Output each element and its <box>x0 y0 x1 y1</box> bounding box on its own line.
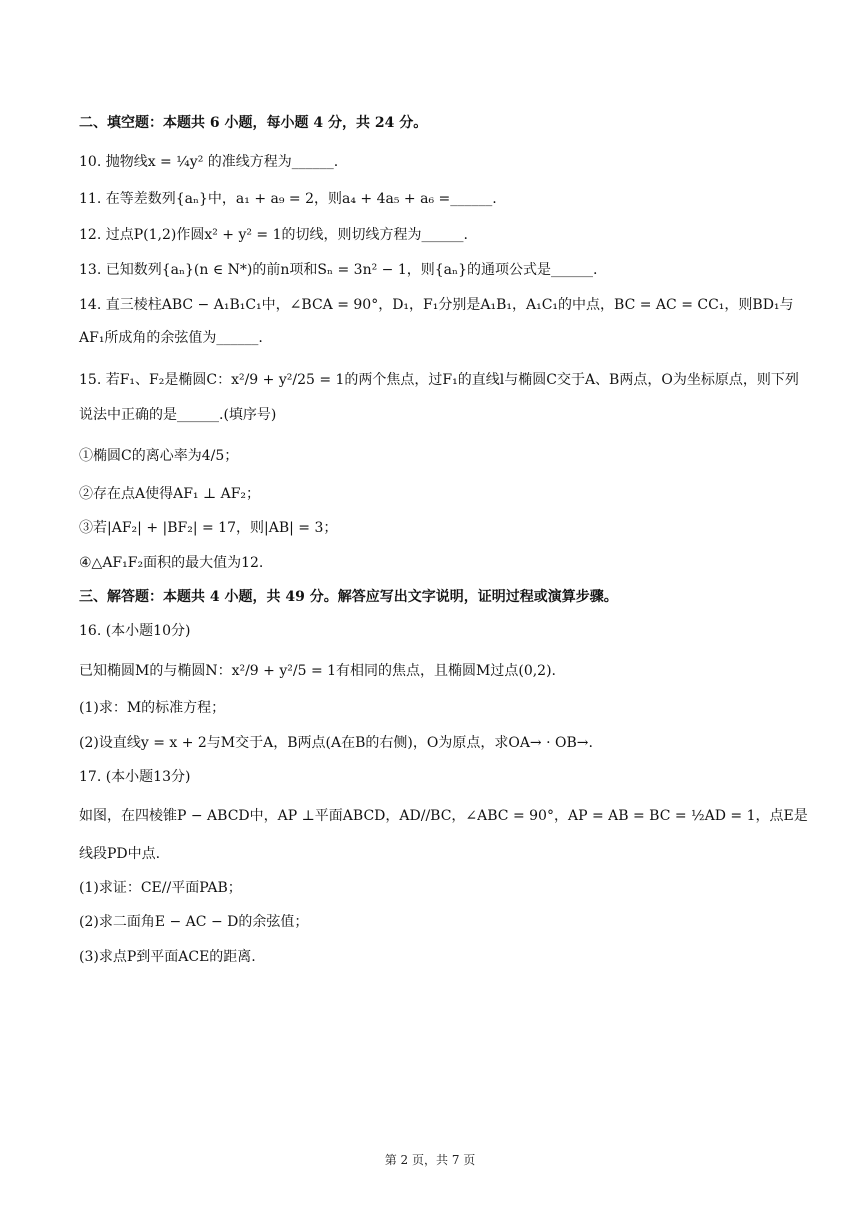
question-16-body: 已知椭圆M的与椭圆N：x²/9 + y²/5 = 1有相同的焦点，且椭圆M过点(0,2). <box>79 663 557 679</box>
section-heading-solutions: 三、解答题：本题共 4 小题，共 49 分。解答应写出文字说明，证明过程或演算步骤。 <box>79 589 618 605</box>
question-11: 11. 在等差数列{aₙ}中，a₁ + a₉ = 2，则a₄ + 4a₅ + a₆ =______. <box>79 191 497 207</box>
section-heading-fill-in: 二、填空题：本题共 6 小题，每小题 4 分，共 24 分。 <box>79 115 428 131</box>
question-14-line1: 14. 直三棱柱ABC − A₁B₁C₁中，∠BCA = 90°，D₁，F₁分别是A₁B₁，A₁C₁的中点，BC = AC = CC₁，则BD₁与 <box>79 297 794 313</box>
question-13: 13. 已知数列{aₙ}(n ∈ N*)的前n项和Sₙ = 3n² − 1，则{aₙ}的通项公式是______. <box>79 262 598 278</box>
question-16-part-2: (2)设直线y = x + 2与M交于A，B两点(A在B的右侧)，O为原点，求OA→ · OB→. <box>79 735 593 751</box>
question-17-line2: 线段PD中点. <box>79 846 161 862</box>
question-17-part-1: (1)求证：CE//平面PAB； <box>79 880 242 896</box>
question-15-option-1: ①椭圆C的离心率为4/5； <box>79 448 239 464</box>
question-16-part-1: (1)求：M的标准方程； <box>79 700 226 716</box>
question-15-line1: 15. 若F₁、F₂是椭圆C：x²/9 + y²/25 = 1的两个焦点，过F₁的直线l与椭圆C交于A、B两点，O为坐标原点，则下列 <box>79 372 799 388</box>
question-14-line2: AF₁所成角的余弦值为______. <box>79 330 263 346</box>
question-10: 10. 抛物线x = ¼y² 的准线方程为______. <box>79 154 339 170</box>
question-17-header: 17. (本小题13分) <box>79 769 191 785</box>
question-15-option-4: ④△AF₁F₂面积的最大值为12. <box>79 555 264 571</box>
question-17-line1: 如图，在四棱锥P − ABCD中，AP ⊥平面ABCD，AD//BC，∠ABC = 90°，AP = AB = BC = ½AD = 1，点E是 <box>79 808 808 824</box>
question-17-part-2: (2)求二面角E − AC − D的余弦值； <box>79 914 309 930</box>
question-15-line2: 说法中正确的是______.(填序号) <box>79 407 277 423</box>
question-15-option-3: ③若|AF₂| + |BF₂| = 17，则|AB| = 3； <box>79 520 338 536</box>
question-15-option-2: ②存在点A使得AF₁ ⊥ AF₂； <box>79 486 261 502</box>
page-footer: 第 2 页，共 7 页 <box>384 1153 476 1167</box>
question-12: 12. 过点P(1,2)作圆x² + y² = 1的切线，则切线方程为______. <box>79 227 468 243</box>
question-17-part-3: (3)求点P到平面ACE的距离. <box>79 949 256 965</box>
question-16-header: 16. (本小题10分) <box>79 623 191 639</box>
